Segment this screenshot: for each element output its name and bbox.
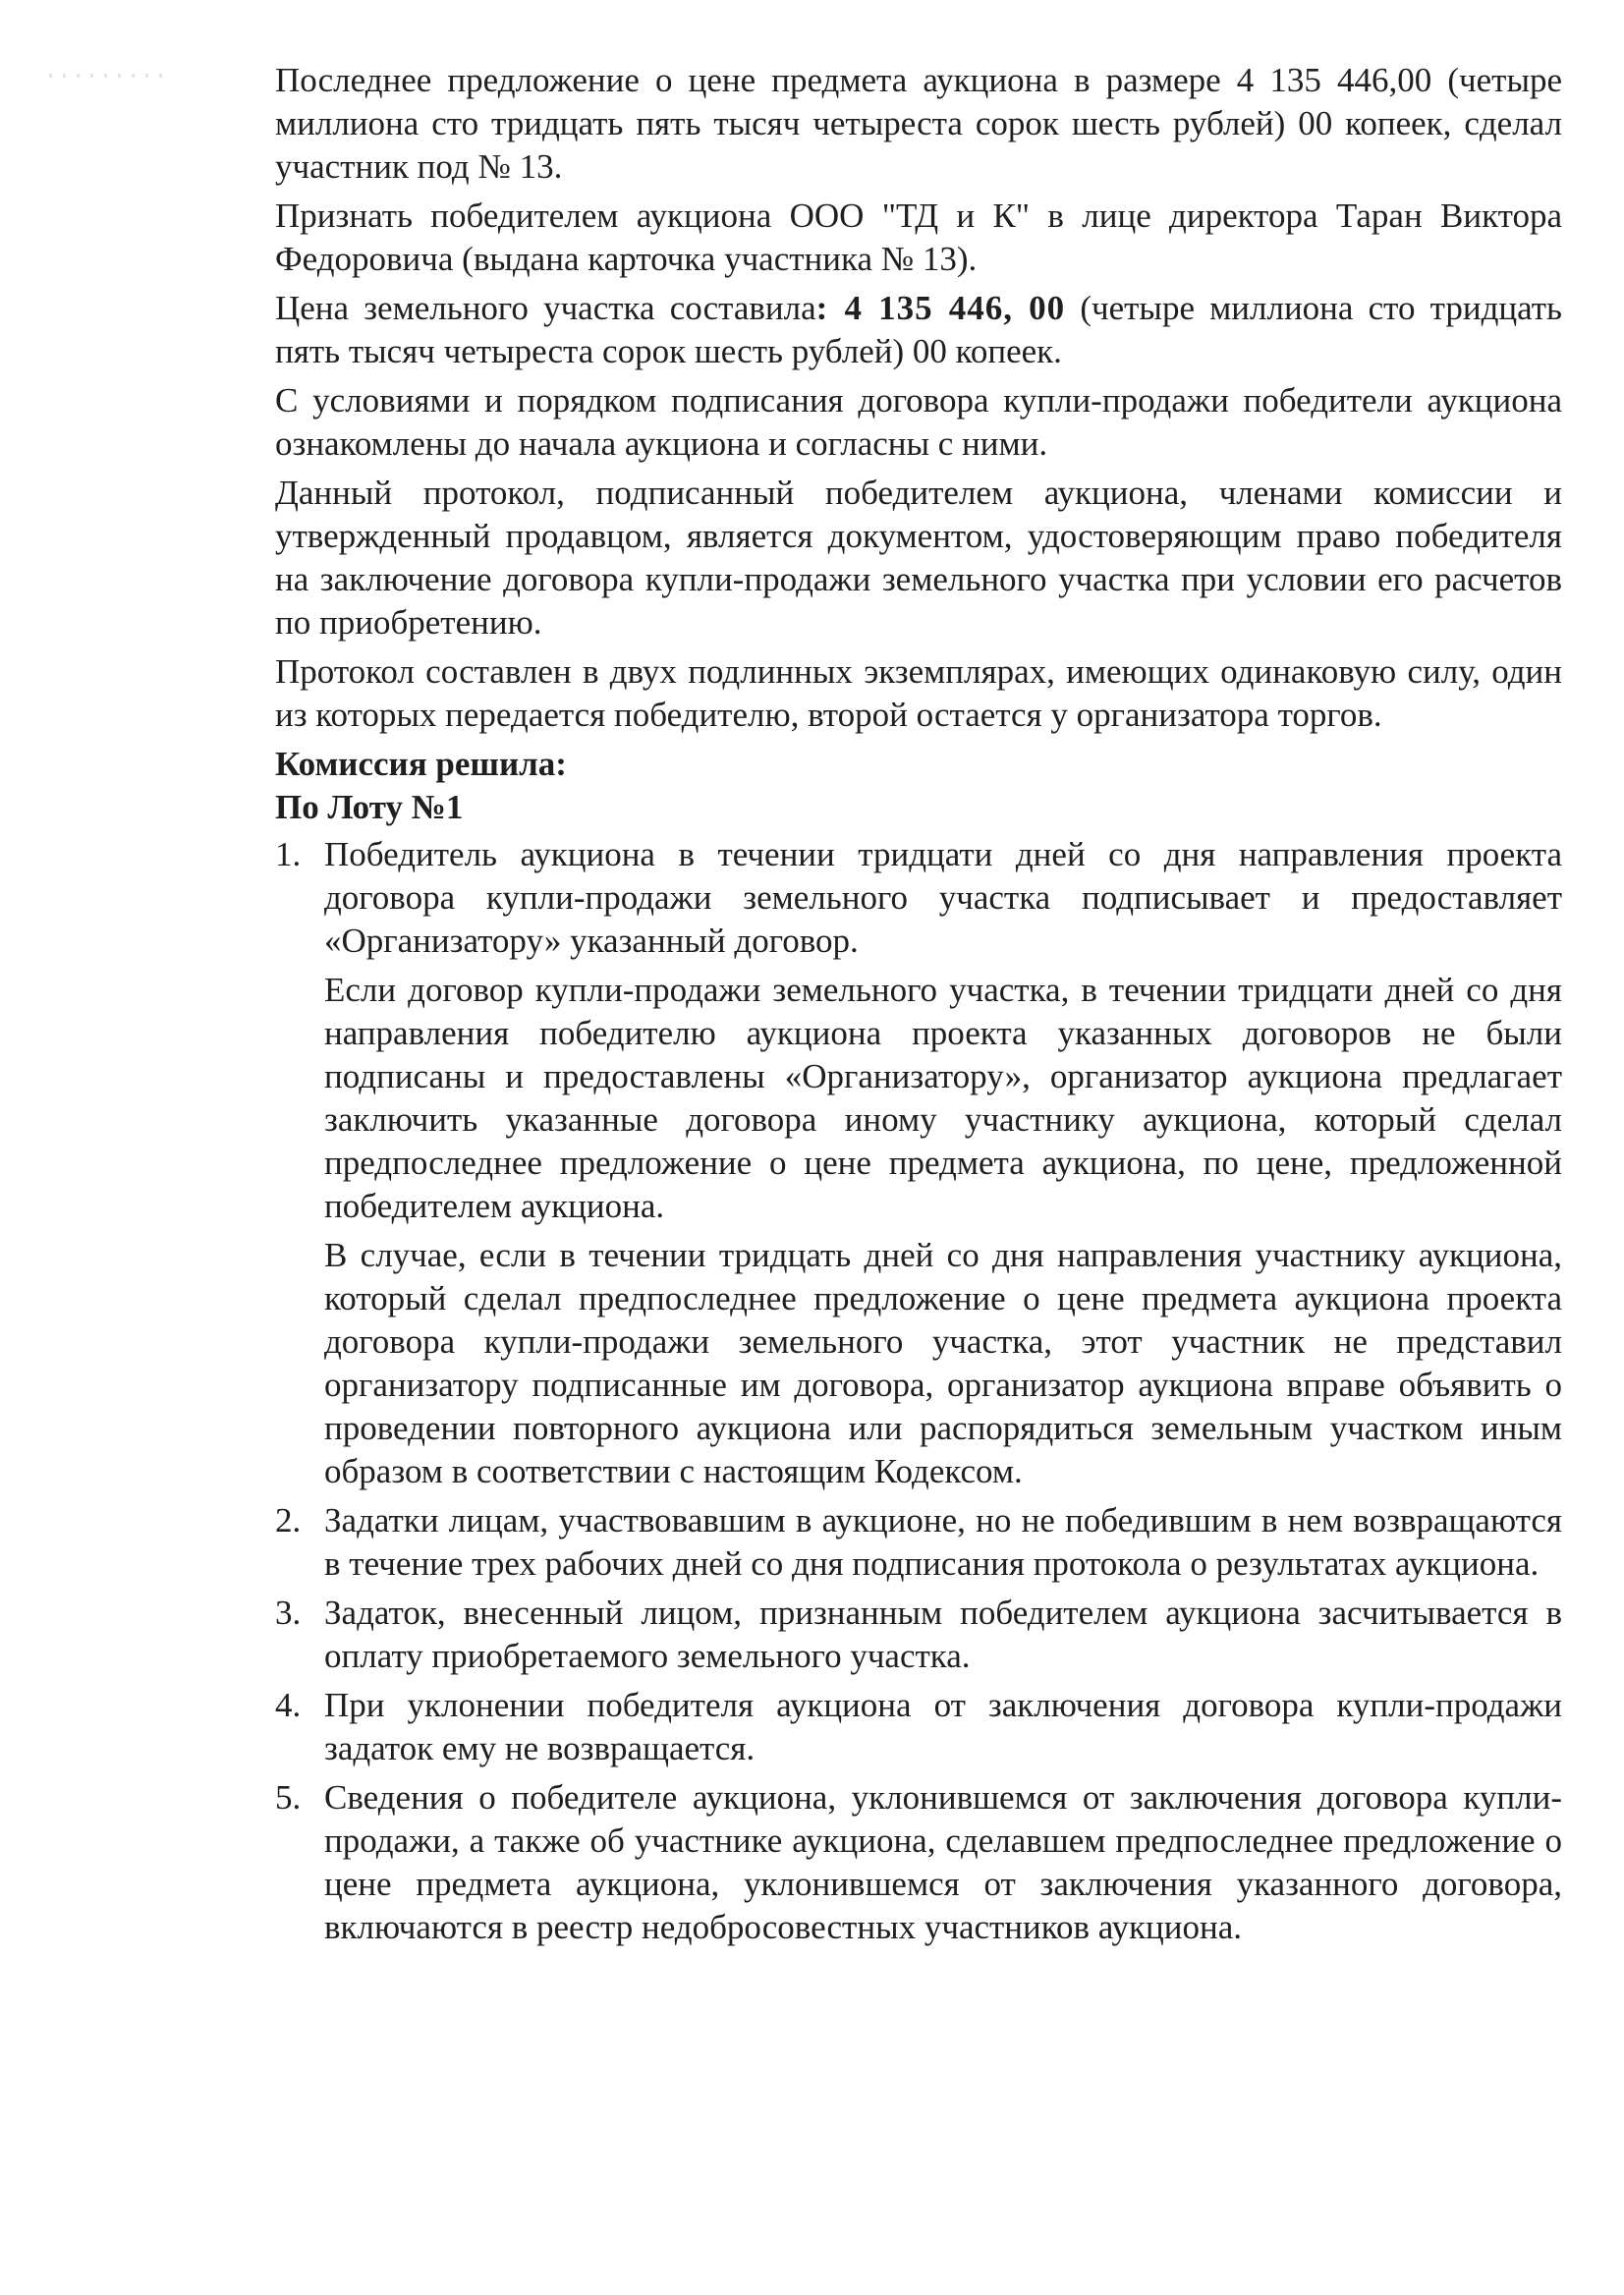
decision-number: 3.: [275, 1594, 302, 1632]
paragraph-last-offer: Последнее предложение о цене предмета аукциона в размере 4 135 446,00 (четыре миллиона сто тридцать пять тысяч четыреста сорок шесть рублей) 00 копеек, сделал участник под № 13.: [275, 61, 1562, 186]
price-words: (четыре миллиона сто тридцать пять тысяч четыреста сорок шесть рублей) 00 копеек.: [275, 289, 1562, 370]
price-label: Цена земельного участка составила: [275, 289, 816, 327]
decision-text: Задатки лицам, участвовавшим в аукционе, но не победившим в нем возвращаются в течение трех рабочих дней со дня подписания протокола о результатах аукциона.: [324, 1501, 1562, 1583]
decision-number: 4.: [275, 1686, 302, 1724]
decision-item: [275, 1776, 1562, 1949]
decision-item: [275, 833, 1562, 1493]
decision-number: 2.: [275, 1501, 302, 1539]
decision-text: Если договор купли-продажи земельного участка, в течении тридцати дней со дня направления победителю аукциона проекта указанных договоров не были подписаны и предоставлены «Организатору», организатор аукциона предлагает заключить указанные договора иному участнику аукциона, который сделал предпоследнее предложение о цене предмета аукциона, по цене, предложенной победителем аукциона.: [324, 971, 1562, 1225]
decision-item: [275, 1684, 1562, 1770]
decision-number: 1.: [275, 835, 302, 873]
decision-text: Задаток, внесенный лицом, признанным победителем аукциона засчитывается в оплату приобретаемого земельного участка.: [324, 1594, 1562, 1675]
decision-item: [275, 1499, 1562, 1586]
decision-text: В случае, если в течении тридцать дней со дня направления участнику аукциона, который сделал предпоследнее предложение о цене предмета аукциона проекта договора купли-продажи земельного участка, этот участник не представил организатору подписанные им договора, организатор аукциона вправе объявить о проведении повторного аукциона или распорядиться земельным участком иным образом в соответствии с настоящим Кодексом.: [324, 1236, 1562, 1490]
paragraph-protocol-copies: Протокол составлен в двух подлинных экземплярах, имеющих одинаковую силу, один из которых передается победителю, второй остается у организатора торгов.: [275, 652, 1562, 734]
paragraph-price: [275, 287, 1562, 373]
heading-commission-decided: Комиссия решила:: [275, 745, 567, 783]
paragraph-conditions: С условиями и порядком подписания договора купли-продажи победители аукциона ознакомлены до начала аукциона и согласны с ними.: [275, 381, 1562, 463]
decisions-list: [275, 833, 1562, 1949]
heading-lot: По Лоту №1: [275, 788, 464, 826]
decision-text: При уклонении победителя аукциона от заключения договора купли-продажи задаток ему не возвращается.: [324, 1686, 1562, 1767]
decision-text: Победитель аукциона в течении тридцати дней со дня направления проекта договора купли-продажи земельного участка подписывает и предоставляет «Организатору» указанный договор.: [324, 835, 1562, 960]
price-value: : 4 135 446, 00: [815, 289, 1066, 327]
paragraph-protocol-status: Данный протокол, подписанный победителем аукциона, членами комиссии и утвержденный продавцом, является документом, удостоверяющим право победителя на заключение договора купли-продажи земельного участка при условии его расчетов по приобретению.: [275, 474, 1562, 642]
scan-artifact: [49, 74, 167, 78]
decision-item: [275, 1592, 1562, 1678]
decision-number: 5.: [275, 1778, 302, 1817]
paragraph-winner: Признать победителем аукциона ООО "ТД и К" в лице директора Таран Виктора Федоровича (выдана карточка участника № 13).: [275, 196, 1562, 278]
document-page: [275, 59, 1562, 1955]
decision-text: Сведения о победителе аукциона, уклонившемся от заключения договора купли-продажи, а также об участнике аукциона, сделавшем предпоследнее предложение о цене предмета аукциона, уклонившемся от заключения указанного договора, включаются в реестр недобросовестных участников аукциона.: [324, 1778, 1562, 1946]
